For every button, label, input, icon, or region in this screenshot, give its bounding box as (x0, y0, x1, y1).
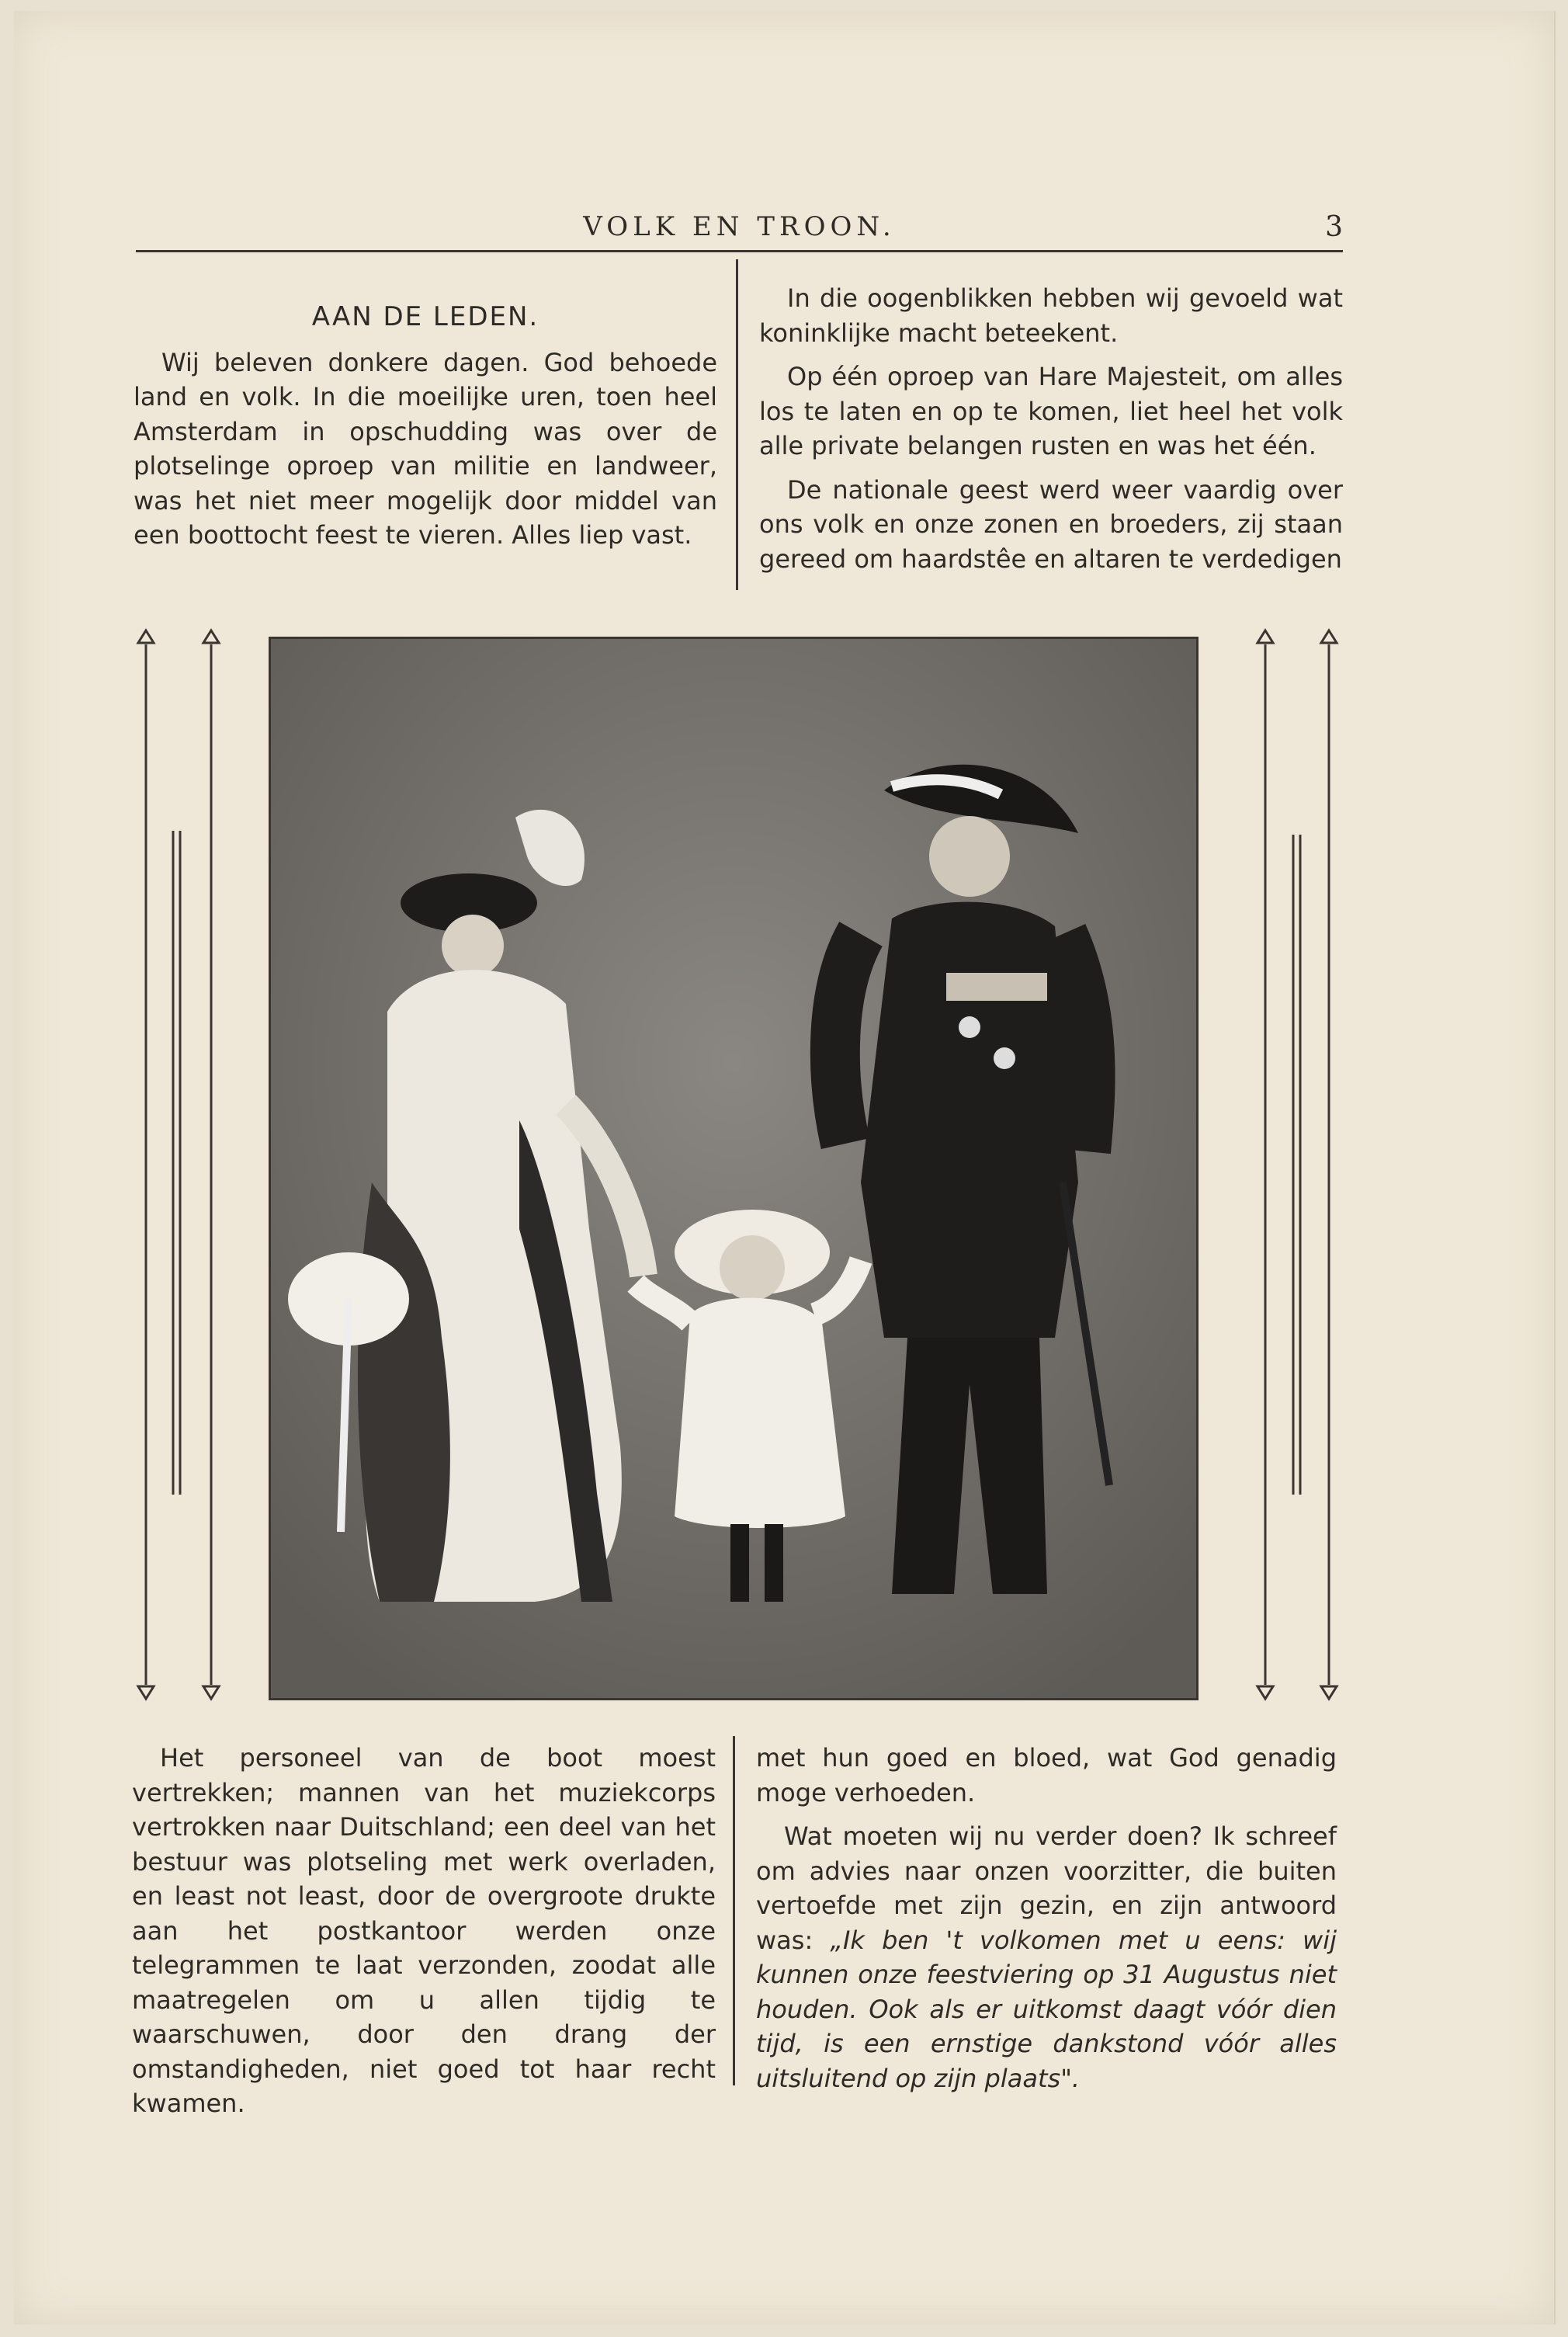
paragraph-text: Wat moeten wij nu verder doen? Ik schreef om advies naar onzen voorzitter, die buiten vertoefde met zijn gezin, en zijn antwoord was: (756, 1821, 1337, 1955)
decorative-arrows-left (124, 621, 233, 1708)
paragraph (756, 1819, 1337, 2096)
decorative-arrows-right (1242, 621, 1351, 1708)
section-heading: AAN DE LEDEN. (311, 301, 539, 332)
quoted-reply: „Ik ben 't volkomen met u eens: wij kunnen onze feestviering op 31 Augustus niet houden. Ook als er uitkomst daagt vóór dien tijd, is een ernstige dankstond vóór alles uitsluitend op zijn plaats". (756, 1925, 1337, 2093)
paragraph: De nationale geest werd weer vaardig over ons volk en onze zonen en broeders, zij staan gereed om haardstêe en altaren te verdedigen (759, 474, 1343, 574)
paragraph: Het personeel van de boot moest vertrekken; mannen van het muziekcorps vertrokken naar Duitschland; een deel van het bestuur was plotseling met werk overladen, en least not least, door de overgroote drukte aan het postkantoor werden onze telegrammen te laat verzonden, zoodat alle maatregelen om u allen tijdig te waarschuwen, door den drang der omstandigheden, niet goed tot haar recht kwamen. (132, 1743, 716, 2118)
paragraph: met hun goed en bloed, wat God genadig moge verhoeden. (756, 1743, 1337, 1807)
column-right-top (759, 281, 1343, 585)
column-left-top (134, 300, 717, 562)
column-divider-bottom (733, 1736, 735, 2085)
paragraph: Op één oproep van Hare Majesteit, om alles los te laten en op te komen, liet heel het volk alle private belangen rusten en was het één. (759, 362, 1343, 460)
running-head (136, 211, 1343, 252)
column-divider-top (736, 259, 738, 590)
paragraph: In die oogenblikken hebben wij gevoeld wat koninklijke macht beteekent. (759, 283, 1343, 348)
column-left-bottom (132, 1741, 716, 2130)
running-title: VOLK EN TROON. (583, 211, 896, 242)
family-portrait-photo (269, 637, 1199, 1700)
page-number: 3 (1325, 211, 1343, 243)
paragraph: Wij beleven donkere dagen. God behoede land en volk. In die moeilijke uren, toen heel Amsterdam in opschudding was over de plotselinge oproep van militie en landweer, was het niet meer mogelijk door middel van een boottocht feest te vieren. Alles liep vast. (134, 347, 717, 550)
column-right-bottom (756, 1741, 1337, 2105)
portrait-illustration (271, 639, 1196, 1698)
